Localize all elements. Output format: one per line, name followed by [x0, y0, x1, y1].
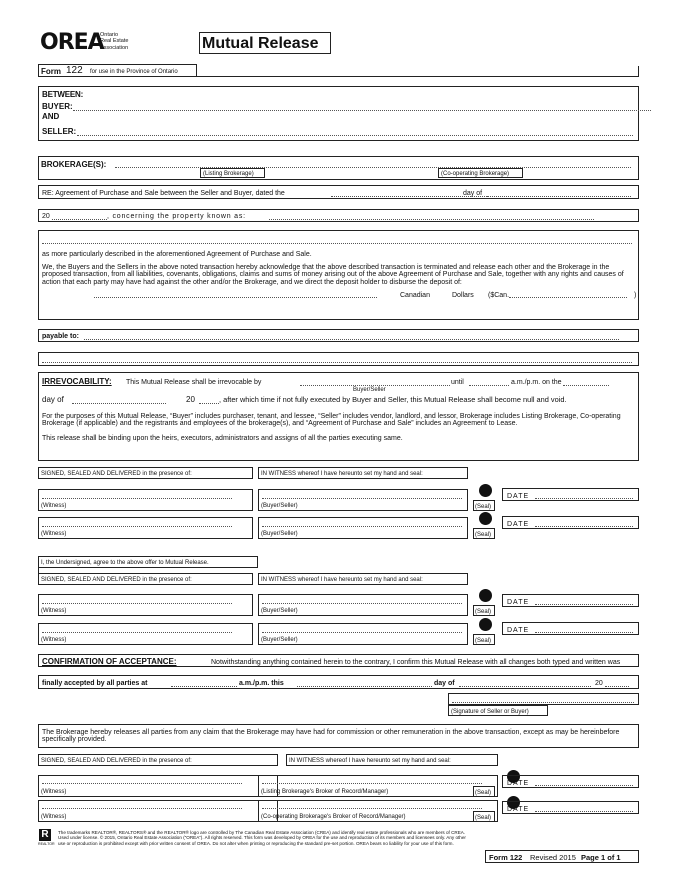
seal-caption: (Seal) [475, 815, 492, 821]
seal-caption: (Seal) [475, 609, 492, 615]
date-field[interactable] [535, 811, 633, 812]
witness-caption: (Witness) [41, 637, 67, 643]
finally-day-of-field[interactable] [459, 686, 591, 687]
finally-ampm-this: a.m./p.m. this [239, 680, 284, 687]
realtor-logo [38, 829, 54, 849]
brokerage-release-box [38, 724, 639, 748]
seal-caption: (Seal) [475, 504, 492, 510]
finally-twenty: 20 [595, 680, 603, 687]
witness-sig-line[interactable] [42, 783, 242, 784]
buyer-seller-caption: (Buyer/Seller) [261, 531, 298, 537]
logo-sub-line: Ontario [100, 32, 119, 38]
re-day-of: day of [463, 190, 483, 197]
purposes-paragraph: For the purposes of this Mutual Release, “Buyer” includes purchaser, tenant, and lessee, “Seller” includes vendor, landlord, and lessor, Brokerage includes Listing Brokerage, Co-operating Brokerage (if applicable) and the registrants and employees of the brokerage(s), and “Agreement of Purchase and Sale” includes an Agreement to Lease. [42, 413, 621, 428]
brokerage-field[interactable] [115, 167, 631, 168]
date-label: DATE [507, 627, 530, 634]
property-field[interactable] [269, 219, 594, 220]
header-rule [197, 76, 639, 77]
footer-form: Form 122 [489, 853, 523, 862]
release-box [38, 230, 639, 320]
date-label: DATE [507, 521, 530, 528]
seal-icon [479, 589, 492, 602]
buyer-seller-caption: (Buyer/Seller) [261, 637, 298, 643]
seal-caption-box [473, 528, 495, 539]
witness-caption: (Witness) [41, 789, 67, 795]
listing-broker-sig-line[interactable] [262, 783, 482, 784]
date-field[interactable] [535, 604, 633, 605]
seller-field[interactable] [77, 135, 633, 136]
finally-time-field[interactable] [171, 686, 237, 687]
witness-sig-box-5[interactable] [38, 775, 278, 797]
buyer-seller-sig-line[interactable] [262, 632, 462, 633]
footer-form-box [485, 850, 639, 863]
orea-logo-word: OREA [40, 30, 104, 55]
witness-whereof-label-box-2 [258, 573, 468, 585]
seal-icon [479, 484, 492, 497]
payable-to-field[interactable] [84, 339, 619, 340]
re-day-of-field[interactable] [487, 196, 631, 197]
property-box [38, 209, 639, 222]
seal-caption-box [473, 811, 495, 822]
release-paragraph: We, the Buyers and the Sellers in the above noted transaction hereby acknowledge that the above described transaction is terminated and release each other and the Brokerage in the proposed transaction, from all liabilities, covenants, obligations, claims and sums of money arising out of the above Agreement of Purchase and Sale, together with any rights and causes of action that each party may have had against the other and/or the Brokerage, and we direct the deposit holder to disburse the deposit of: [42, 264, 624, 286]
coop-broker-sig-line[interactable] [262, 808, 482, 809]
witness-whereof-label: IN WITNESS whereof I have hereunto set my hand and seal: [289, 758, 451, 764]
seal-caption-box [473, 634, 495, 645]
witness-sig-line[interactable] [42, 603, 232, 604]
witness-caption: (Witness) [41, 814, 67, 820]
seal-caption-box [473, 786, 495, 797]
finally-day-of: day of [434, 680, 455, 687]
date-box-3[interactable] [502, 594, 639, 607]
witness-sig-line[interactable] [42, 632, 232, 633]
orea-logo-subtitle [100, 32, 128, 51]
year-field[interactable] [52, 219, 107, 220]
seller-label: SELLER: [42, 127, 77, 136]
witness-whereof-label: IN WITNESS whereof I have hereunto set my hand and seal: [261, 577, 423, 583]
witness-sig-line[interactable] [42, 498, 232, 499]
witness-caption: (Witness) [41, 531, 67, 537]
payable-cont-box [38, 352, 639, 366]
parties-box [38, 86, 639, 141]
date-field[interactable] [535, 498, 633, 499]
can-open-label: ($Can. [488, 292, 510, 299]
irrev-after-text: , after which time if not fully executed by Buyer and Seller, this Mutual Release shall become null and void. [219, 395, 567, 404]
page-title: Mutual Release [202, 35, 319, 52]
payable-to-label: payable to: [42, 333, 79, 340]
deposit-amount-field[interactable] [509, 297, 627, 298]
form-note: for use in the Province of Ontario [90, 69, 178, 75]
form-label: Form [41, 67, 61, 76]
seal-icon [479, 618, 492, 631]
irrev-month-field[interactable] [72, 403, 166, 404]
re-text: RE: Agreement of Purchase and Sale between the Seller and Buyer, dated the [42, 190, 285, 197]
brokerage-box [38, 156, 639, 180]
confirmation-text: Notwithstanding anything contained herein to the contrary, I confirm this Mutual Release with all changes both typed and written was [211, 659, 621, 666]
witness-whereof-label-box-3 [286, 754, 498, 766]
date-label: DATE [507, 599, 530, 606]
confirmation-box [38, 654, 639, 667]
date-label: DATE [507, 806, 530, 813]
property-text: , concerning the property known as: [107, 213, 246, 220]
date-box-1[interactable] [502, 488, 639, 501]
until-time-field[interactable] [469, 385, 509, 386]
witness-whereof-label: IN WITNESS whereof I have hereunto set my hand and seal: [261, 471, 423, 477]
confirmation-sig-line[interactable] [452, 702, 634, 703]
signed-sealed-label-box-1 [38, 467, 253, 479]
date-label: DATE [507, 493, 530, 500]
signed-sealed-label: SIGNED, SEALED AND DELIVERED in the presence of: [41, 471, 192, 477]
confirmation-sig-caption-box [448, 705, 548, 716]
ampm-on-label: a.m./p.m. on the [511, 379, 562, 386]
buyer-label: BUYER: [42, 102, 73, 111]
date-box-5[interactable] [502, 775, 639, 788]
finally-year-field[interactable] [605, 686, 629, 687]
property-field-cont[interactable] [42, 243, 632, 244]
footer-legal: The trademarks REALTOR®, REALTORS® and the REALTOR® logo are controlled by The Canadian Real Estate Association (CREA) and identify real estate professionals who are members of CREA. Used under license. © 2015, Ontario Real Estate Association (“OREA”). All rights reserved. This form was developed by OREA for the use and reproduction of its members and licensees only. Any other use or reproduction is prohibited except with prior written consent of OREA. Do not alter when printing or reproducing the standard pre-set portion. OREA bears no liability for your use of this form. [58, 830, 466, 846]
irrev-twenty: 20 [186, 395, 195, 404]
listing-brokerage-caption-box [200, 168, 265, 178]
binding-text: This release shall be binding upon the heirs, executors, administrators and assigns of all the parties executing same. [42, 435, 403, 442]
undersigned-box [38, 556, 258, 568]
title-box [199, 32, 331, 54]
undersigned-text: I, the Undersigned, agree to the above offer to Mutual Release. [41, 560, 209, 566]
date-box-4[interactable] [502, 622, 639, 635]
footer-page: Page 1 of 1 [581, 853, 621, 862]
witness-sig-box-3[interactable] [38, 594, 253, 616]
buyer-seller-sig-box-1[interactable] [258, 489, 468, 511]
seal-caption-box [473, 500, 495, 511]
witness-sig-line[interactable] [42, 526, 232, 527]
irrev-year-field[interactable] [199, 403, 219, 404]
signed-sealed-label: SIGNED, SEALED AND DELIVERED in the presence of: [41, 758, 192, 764]
form-id-box [38, 64, 197, 77]
witness-caption: (Witness) [41, 503, 67, 509]
witness-sig-box-4[interactable] [38, 623, 253, 645]
brokerage-release-text: The Brokerage hereby releases all parties from any claim that the Brokerage may have had for commission or other remuneration in the above transaction, except as may be hereinbefore specifically provided. [42, 729, 620, 744]
listing-broker-caption: (Listing Brokerage's Broker of Record/Manager) [261, 789, 389, 795]
form-number: 122 [66, 65, 83, 76]
can-close-label: ) [634, 292, 637, 299]
finally-accepted-box [38, 675, 639, 689]
witness-sig-box-2[interactable] [38, 517, 253, 539]
more-particularly-text: as more particularly described in the aforementioned Agreement of Purchase and Sale. [42, 251, 312, 258]
logo-sub-line: Real Estate [100, 38, 129, 45]
buyer-seller-sig-box-4[interactable] [258, 623, 468, 645]
witness-caption: (Witness) [41, 608, 67, 614]
buyer-seller-sig-line[interactable] [262, 526, 462, 527]
irrevocable-by-field[interactable] [300, 385, 450, 386]
coop-broker-sig-box[interactable] [258, 800, 498, 822]
date-box-2[interactable] [502, 516, 639, 529]
coop-brokerage-caption: (Co-operating Brokerage) [441, 171, 510, 177]
buyer-seller-sig-line[interactable] [262, 498, 462, 499]
signed-sealed-label-box-2 [38, 573, 253, 585]
irrevocability-text: This Mutual Release shall be irrevocable by [126, 379, 262, 386]
confirmation-sig-caption: (Signature of Seller or Buyer) [451, 709, 529, 715]
realtor-logo-letter: R [41, 829, 49, 840]
payable-to-field-cont[interactable] [42, 362, 632, 363]
buyer-field[interactable] [73, 110, 651, 111]
footer-revised: Revised 2015 [530, 853, 576, 862]
date-field[interactable] [535, 526, 633, 527]
deposit-words-field[interactable] [94, 297, 377, 298]
listing-broker-sig-box[interactable] [258, 775, 498, 797]
witness-sig-line[interactable] [42, 808, 242, 809]
irrevocability-label: IRREVOCABILITY: [42, 377, 112, 386]
seal-caption: (Seal) [475, 532, 492, 538]
between-label: BETWEEN: [42, 90, 84, 99]
date-field[interactable] [535, 785, 633, 786]
dollars-label: Dollars [452, 292, 474, 299]
seal-caption-box [473, 605, 495, 616]
realtor-logo-mark [39, 829, 51, 841]
finally-this-field[interactable] [297, 686, 432, 687]
signed-sealed-label: SIGNED, SEALED AND DELIVERED in the presence of: [41, 577, 192, 583]
confirmation-sig-box[interactable] [448, 693, 639, 705]
canadian-label: Canadian [400, 292, 430, 299]
brokerage-label: BROKERAGE(S): [41, 160, 107, 169]
finally-accepted-label: finally accepted by all parties at [42, 680, 148, 687]
witness-sig-box-6[interactable] [38, 800, 278, 822]
coop-brokerage-caption-box [438, 168, 523, 178]
buyer-seller-caption: (Buyer/Seller) [261, 503, 298, 509]
year-prefix: 20 [42, 213, 50, 220]
irrevocability-box [38, 372, 639, 461]
listing-brokerage-caption: (Listing Brokerage) [203, 171, 254, 177]
witness-sig-box-1[interactable] [38, 489, 253, 511]
payable-box [38, 329, 639, 342]
signed-sealed-label-box-3 [38, 754, 278, 766]
date-field[interactable] [535, 632, 633, 633]
buyer-seller-sig-box-3[interactable] [258, 594, 468, 616]
coop-broker-caption: (Co-operating Brokerage's Broker of Record/Manager) [261, 814, 406, 820]
and-label: AND [42, 112, 60, 121]
seal-caption: (Seal) [475, 638, 492, 644]
buyer-seller-sig-line[interactable] [262, 603, 462, 604]
on-the-field[interactable] [563, 385, 609, 386]
witness-whereof-label-box-1 [258, 467, 468, 479]
buyer-seller-caption: (Buyer/Seller) [261, 608, 298, 614]
seal-icon [479, 512, 492, 525]
seal-caption: (Seal) [475, 790, 492, 796]
realtor-logo-word: REALTOR [38, 842, 55, 846]
orea-logo [40, 30, 135, 56]
irrev-day-of: day of [42, 395, 64, 404]
date-label: DATE [507, 780, 530, 787]
until-label: until [451, 379, 464, 386]
buyer-seller-caption: Buyer/Seller [353, 387, 386, 393]
re-line-box [38, 185, 639, 199]
date-box-6[interactable] [502, 801, 639, 814]
confirmation-label: CONFIRMATION OF ACCEPTANCE: [42, 657, 177, 666]
header-rule-right [638, 66, 639, 77]
buyer-seller-sig-box-2[interactable] [258, 517, 468, 539]
logo-sub-line: Association [100, 44, 129, 51]
